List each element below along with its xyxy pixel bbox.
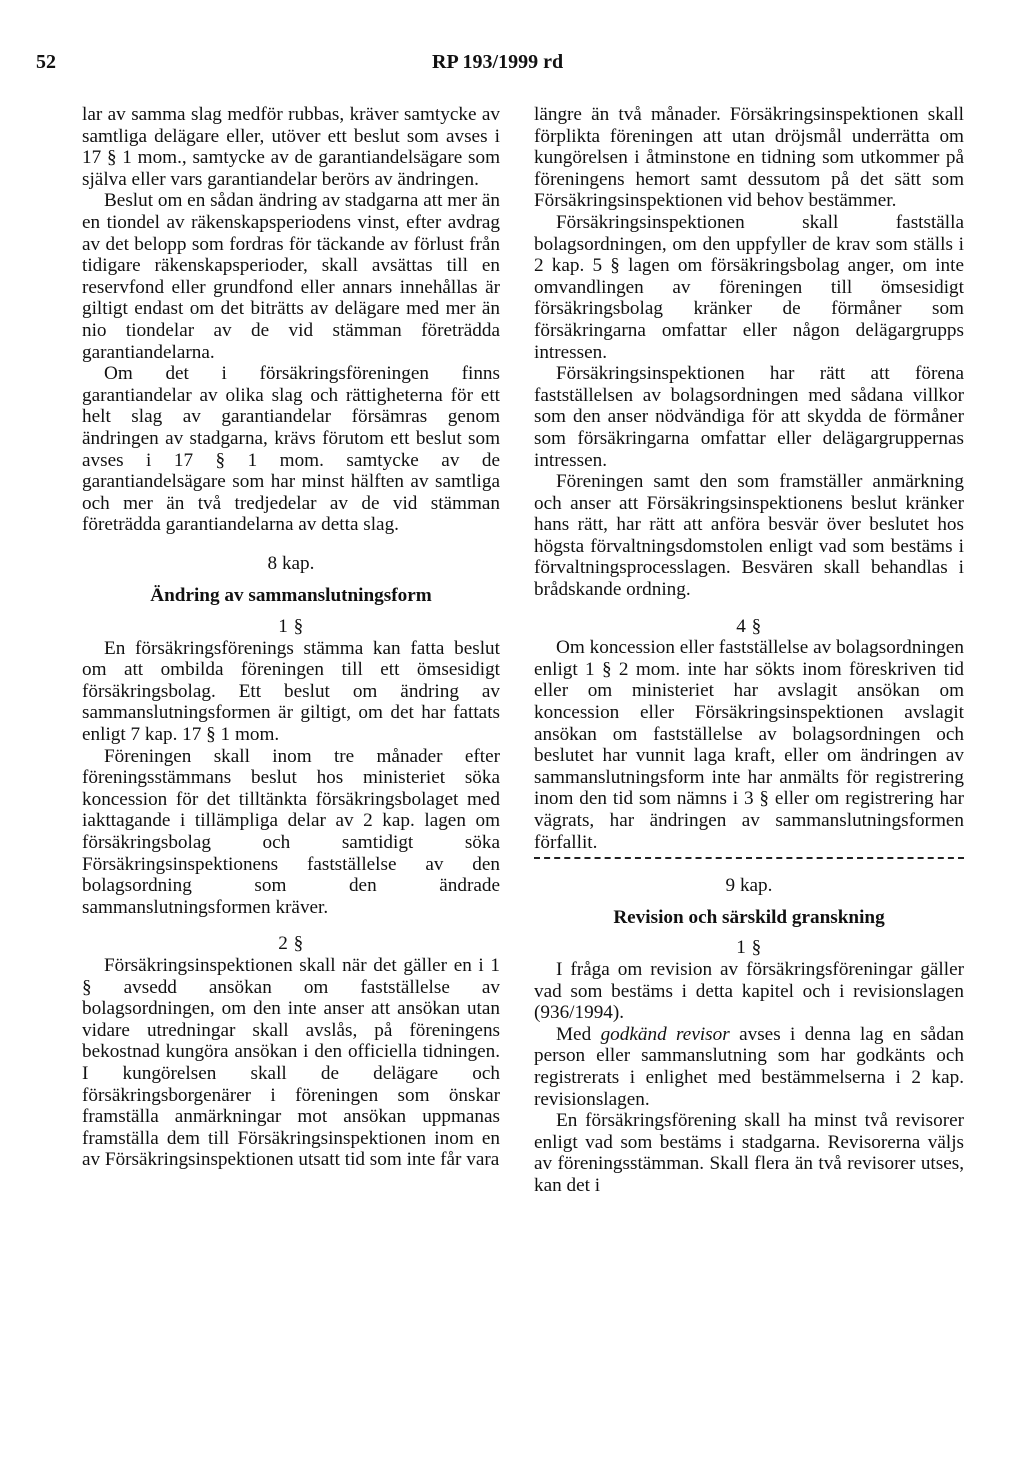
- section-heading: 4 §: [736, 615, 762, 637]
- paragraph: I fråga om revision av försäkringsföreningar gäller vad som bestäms i detta kapitel och i revisionslagen (936/1994).: [534, 958, 964, 1024]
- paragraph: [534, 1024, 964, 1110]
- page-number: 52: [36, 51, 56, 73]
- right-column: [534, 104, 964, 1197]
- paragraph: lar av samma slag medför rubbas, kräver samtycke av samtliga delägare eller, utöver ett beslut som avses i 17 § 1 mom., samtycke av de garantiandelsägare som själva eller vars garantiandelar berörs av ändringen.: [82, 104, 500, 190]
- chapter-title: Ändring av sammanslutningsform: [150, 585, 432, 607]
- chapter-number: 8 kap.: [267, 552, 315, 574]
- section-heading: 2 §: [278, 933, 304, 955]
- section-heading: 1 §: [736, 937, 762, 959]
- chapter-number: 9 kap.: [725, 875, 773, 897]
- paragraph-text: avses i denna lag en sådan person eller sammanslutning som har godkänts och registrerats i enlighet med bestämmelserna i 2 kap. revisionslagen.: [534, 1023, 965, 1110]
- chapter-title: Revision och särskild granskning: [613, 906, 885, 928]
- paragraph: En försäkringsförening skall ha minst två revisorer enligt vad som bestäms i stadgarna. Revisorerna väljs av föreningsstämman. Skall flera än två revisorer utses, kan det i: [534, 1110, 964, 1196]
- paragraph: Försäkringsinspektionen skall när det gäller en i 1 § avsedd ansökan om fastställelse av bolagsordningen, om den inte anser att ansökan utan vidare utredningar skall avslås, på föreningens bekostnad kungöra ansökan i den officiella tidningen. I kungörelsen skall de delägare och försäkringsborgenärer i föreningen som önskar framställa anmärkningar mot ansökan uppmanas framställa dem till Försäkringsinspektionen inom en av Försäkringsinspektionen utsatt tid som inte får vara: [82, 954, 500, 1171]
- paragraph: längre än två månader. Försäkringsinspektionen skall förplikta föreningen att utan dröjsmål underrätta om kungörelsen i åtminstone en tidning som utkommer på föreningens hemort samt dessutom på det sätt som Försäkringsinspektionen vid behov bestämmer.: [534, 104, 964, 212]
- paragraph-text: Med: [556, 1023, 601, 1045]
- paragraph: Föreningen samt den som framställer anmärkning och anser att Försäkringsinspektionens beslut kränker hans rätt, har rätt att anföra besvär över beslutet hos högsta förvaltningsdomstolen enligt vad som bestäms i förvaltningsprocesslagen. Besvären skall behandlas i brådskande ordning.: [534, 471, 964, 601]
- paragraph: En försäkringsförenings stämma kan fatta beslut om att ombilda föreningen till ett ömsesidigt försäkringsbolag. Ett beslut om ändring av sammanslutningsformen är giltigt, om det har fattats enligt 7 kap. 17 § 1 mom.: [82, 637, 500, 746]
- paragraph: Om koncession eller fastställelse av bolagsordningen enligt 1 § 2 mom. inte har sökts inom föreskriven tid eller om ministeriet har avslagit ansökan om koncession eller Försäkringsinspektionen avslagit ansökan om fastställelse av bolagsordningen och beslutet har vunnit laga kraft, eller om ändringen av sammanslutningsform inte har anmälts för registrering inom den tid som nämns i 3 § eller om registrering har vägrats, har ändringen av sammanslutningsformen förfallit.: [534, 637, 964, 853]
- omission-dashes: [534, 857, 964, 859]
- document-reference: RP 193/1999 rd: [432, 51, 564, 73]
- paragraph: Om det i försäkringsföreningen finns garantiandelar av olika slag och rättigheterna för ett helt slag av garantiandelar försämras genom ändringen av stadgarna, krävs förutom ett beslut som avses i 17 § 1 mom. samtycke av de garantiandelsägare som har minst hälften av samtliga och mer än två tredjedelar av de vid stämman företrädda garantiandelarna av detta slag.: [82, 363, 500, 536]
- defined-term: godkänd revisor: [600, 1023, 730, 1045]
- section-heading: 1 §: [278, 616, 304, 638]
- paragraph: Beslut om en sådan ändring av stadgarna att mer än en tiondel av räkenskapsperiodens vinst, efter avdrag av det belopp som fordras för täckande av förlust från tidigare räkenskapsperioder, skall avsättas till en reservfond eller grundfond eller annars innehållas är giltigt endast om det biträtts av delägare med mer än nio tiondelar av de vid stämman företrädda garantiandelarna.: [82, 190, 500, 363]
- paragraph: Föreningen skall inom tre månader efter föreningsstämmans beslut hos ministeriet söka koncession för det tilltänkta försäkringsbolaget med iakttagande i tillämpliga delar av 2 kap. lagen om försäkringsbolag och samtidigt söka Försäkringsinspektionens fastställelse av den bolagsordning som den ändrade sammanslutningsformen kräver.: [82, 745, 500, 918]
- paragraph: Försäkringsinspektionen skall fastställa bolagsordningen, om den uppfyller de krav som ställs i 2 kap. 5 § lagen om försäkringsbolag anger, om inte omvandlingen av föreningen till ömsesidigt försäkringsbolag kränker de förmåner som försäkringarna omfattar eller någon delägargrupps intressen.: [534, 211, 964, 363]
- left-column: [82, 104, 500, 1171]
- paragraph: Försäkringsinspektionen har rätt att förena fastställelsen av bolagsordningen med sådana villkor som den anser nödvändiga för att skydda de förmåner som försäkringarna omfattar eller delägargruppernas intressen.: [534, 363, 964, 471]
